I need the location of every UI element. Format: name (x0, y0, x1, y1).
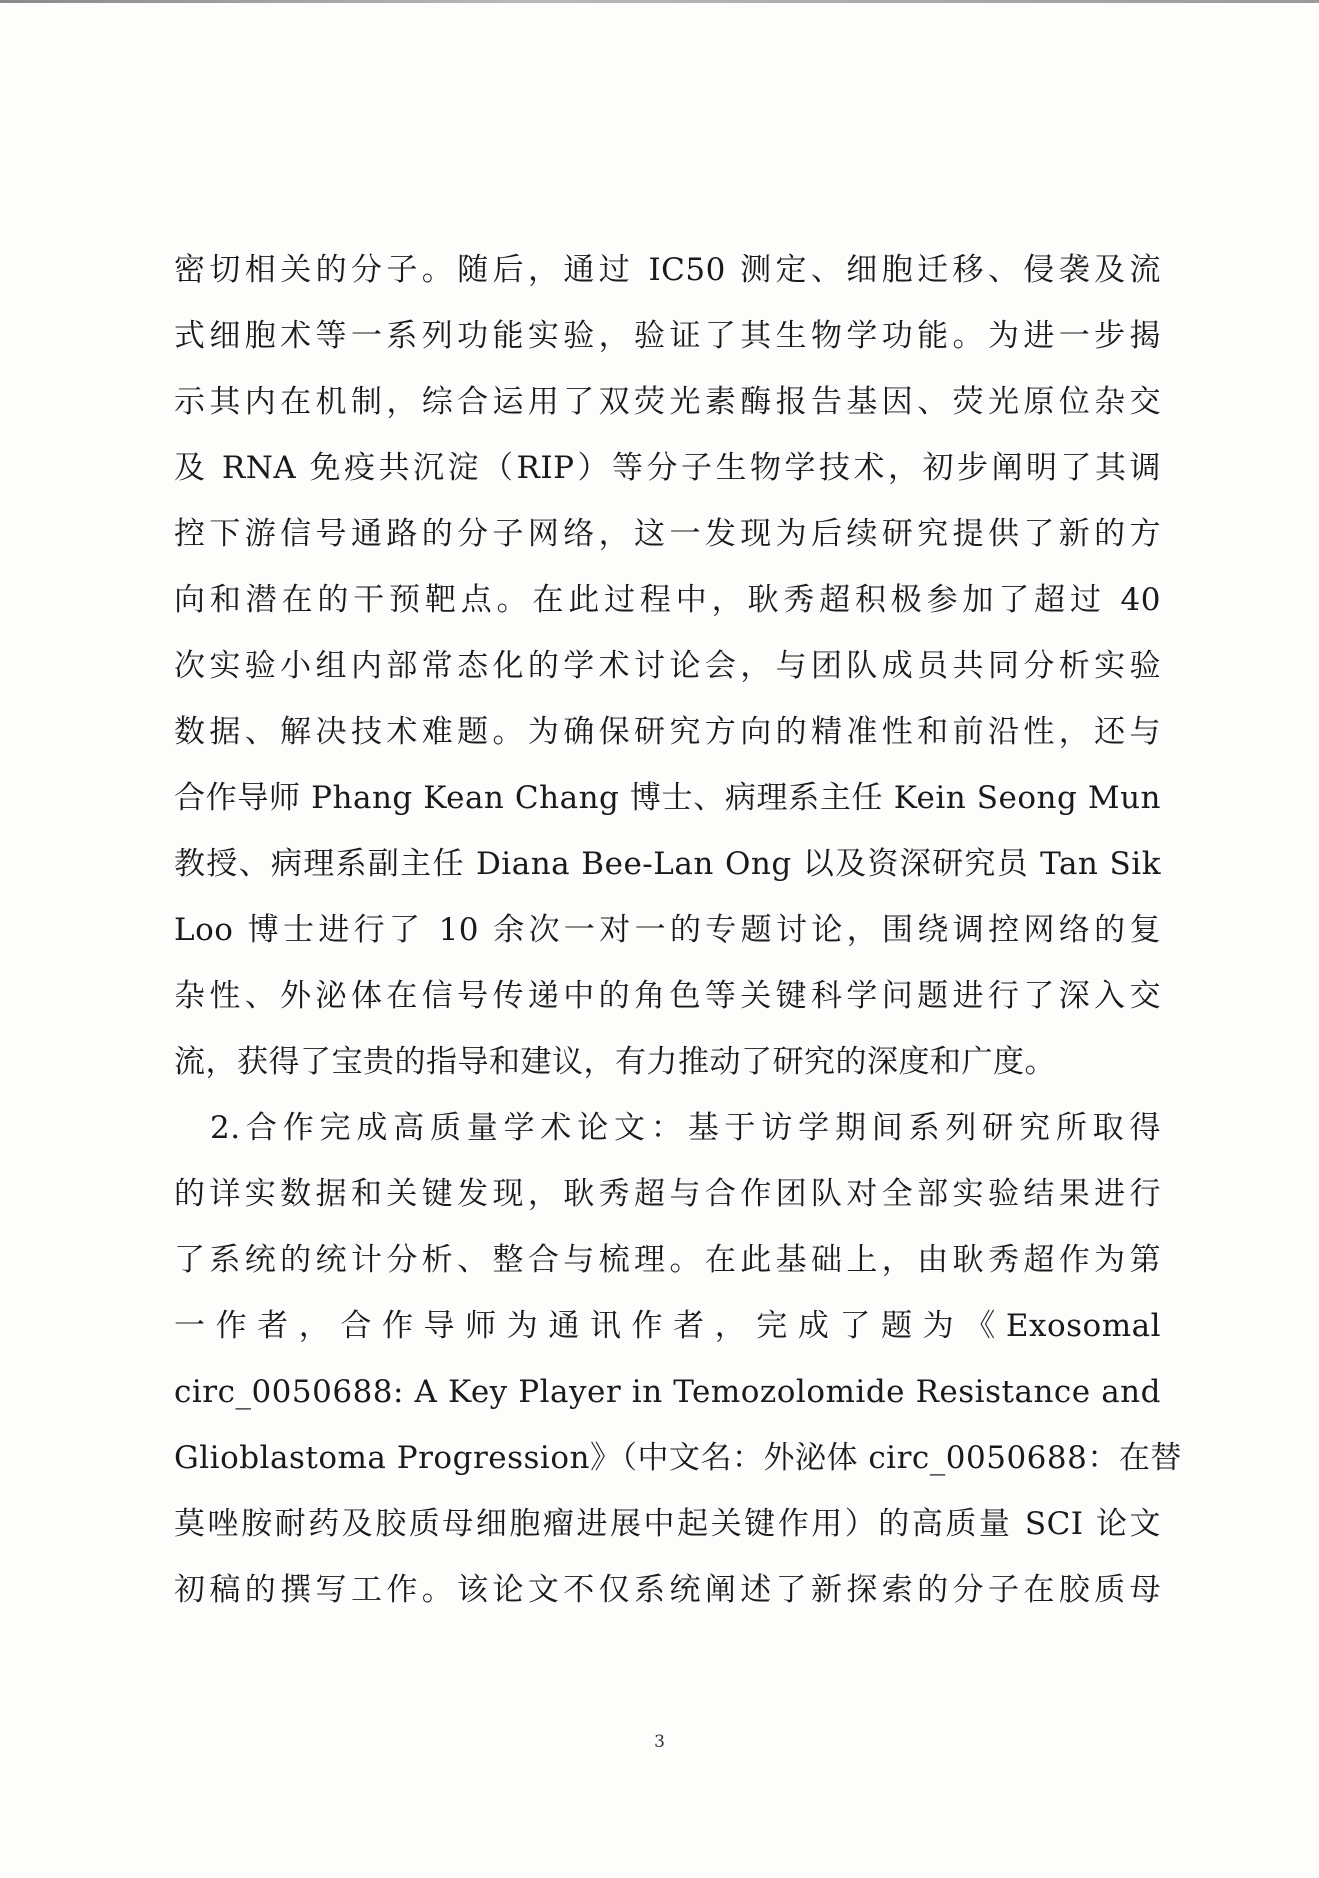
text-line: 及 RNA 免疫共沉淀（RIP）等分子生物学技术，初步阐明了其调 (174, 450, 1161, 486)
text-line: 了系统的统计分析、整合与梳理。在此基础上，由耿秀超作为第 (174, 1242, 1161, 1278)
text-line: 杂性、外泌体在信号传递中的角色等关键科学问题进行了深入交 (174, 978, 1161, 1014)
text-line: 的详实数据和关键发现，耿秀超与合作团队对全部实验结果进行 (174, 1176, 1161, 1212)
text-line: 示其内在机制，综合运用了双荧光素酶报告基因、荧光原位杂交 (174, 384, 1161, 420)
page-number: 3 (654, 1732, 665, 1752)
text-line: 初稿的撰写工作。该论文不仅系统阐述了新探索的分子在胶质母 (174, 1572, 1161, 1608)
text-line: 数据、解决技术难题。为确保研究方向的精准性和前沿性，还与 (174, 714, 1161, 750)
text-line: 教授、病理系副主任 Diana Bee-Lan Ong 以及资深研究员 Tan Sik (174, 846, 1161, 882)
body-text (174, 237, 1182, 1623)
scan-top-edge (0, 0, 1319, 3)
text-line: 一作者，合作导师为通讯作者，完成了题为《Exosomal (174, 1308, 1161, 1344)
text-line: 密切相关的分子。随后，通过 IC50 测定、细胞迁移、侵袭及流 (174, 252, 1161, 288)
text-line: 控下游信号通路的分子网络，这一发现为后续研究提供了新的方 (174, 516, 1161, 552)
text-line: 合作导师 Phang Kean Chang 博士、病理系主任 Kein Seong Mun (174, 780, 1161, 816)
text-line: 向和潜在的干预靶点。在此过程中，耿秀超积极参加了超过 40 (174, 582, 1161, 618)
text-line: Glioblastoma Progression》（中文名：外泌体 circ_0050688：在替 (174, 1440, 1182, 1476)
text-line: 式细胞术等一系列功能实验，验证了其生物学功能。为进一步揭 (174, 318, 1161, 354)
text-line: 莫唑胺耐药及胶质母细胞瘤进展中起关键作用）的高质量 SCI 论文 (174, 1506, 1161, 1542)
text-line: circ_0050688: A Key Player in Temozolomide Resistance and (174, 1374, 1161, 1410)
text-line: 次实验小组内部常态化的学术讨论会，与团队成员共同分析实验 (174, 648, 1161, 684)
text-line: Loo 博士进行了 10 余次一对一的专题讨论，围绕调控网络的复 (174, 912, 1161, 948)
paragraph-end-line: 流，获得了宝贵的指导和建议，有力推动了研究的深度和广度。 (174, 1044, 1056, 1080)
paragraph-start-line: 2.合作完成高质量学术论文：基于访学期间系列研究所取得 (210, 1110, 1161, 1146)
